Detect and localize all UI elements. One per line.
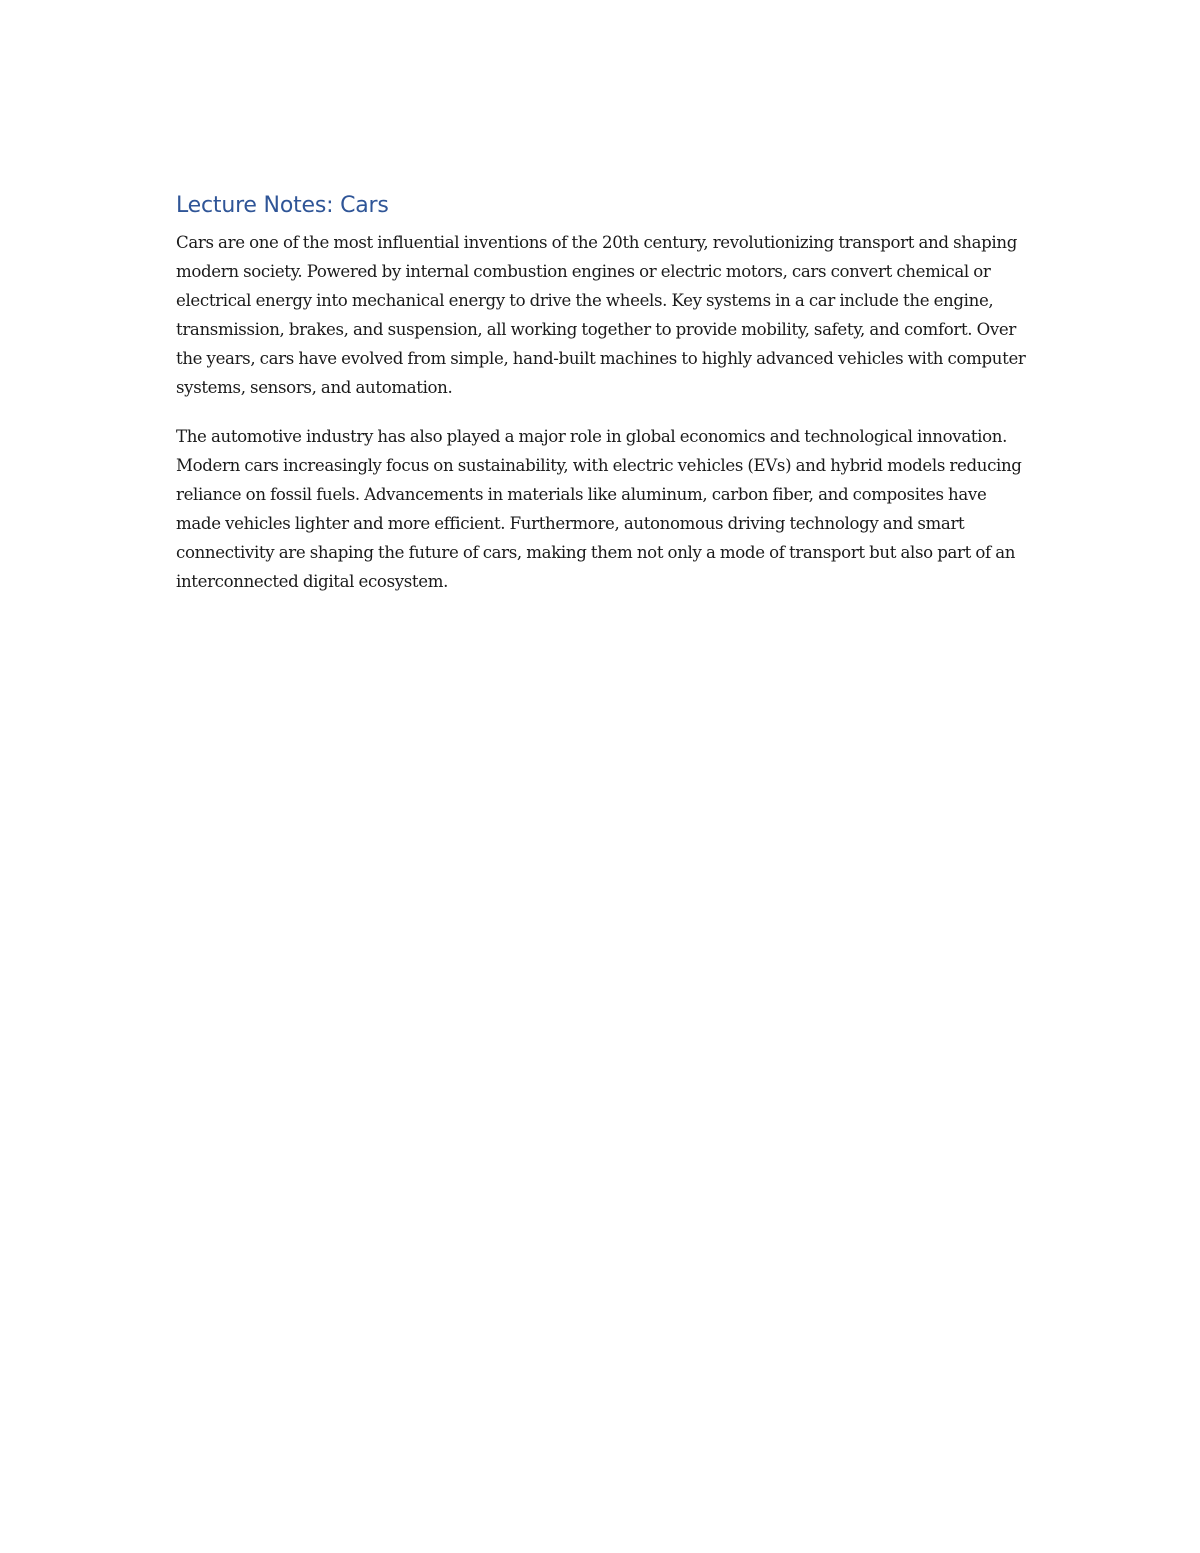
document-body [176,190,1026,616]
document-title: Lecture Notes: Cars [176,193,389,218]
paragraph-intro: Cars are one of the most influential inventions of the 20th century, revolutionizing transport and shaping modern society. Powered by internal combustion engines or electric motors, cars convert chemical or electrical energy into mechanical energy to drive the wheels. Key systems in a car include the engine, transmission, brakes, and suspension, all working together to provide mobility, safety, and comfort. Over the years, cars have evolved from simple, hand-built machines to highly advanced vehicles with computer systems, sensors, and automation. [176,233,1026,397]
paragraph-industry: The automotive industry has also played a major role in global economics and technological innovation. Modern cars increasingly focus on sustainability, with electric vehicles (EVs) and hybrid models reducing reliance on fossil fuels. Advancements in materials like aluminum, carbon fiber, and composites have made vehicles lighter and more efficient. Furthermore, autonomous driving technology and smart connectivity are shaping the future of cars, making them not only a mode of transport but also part of an interconnected digital ecosystem. [176,427,1022,591]
